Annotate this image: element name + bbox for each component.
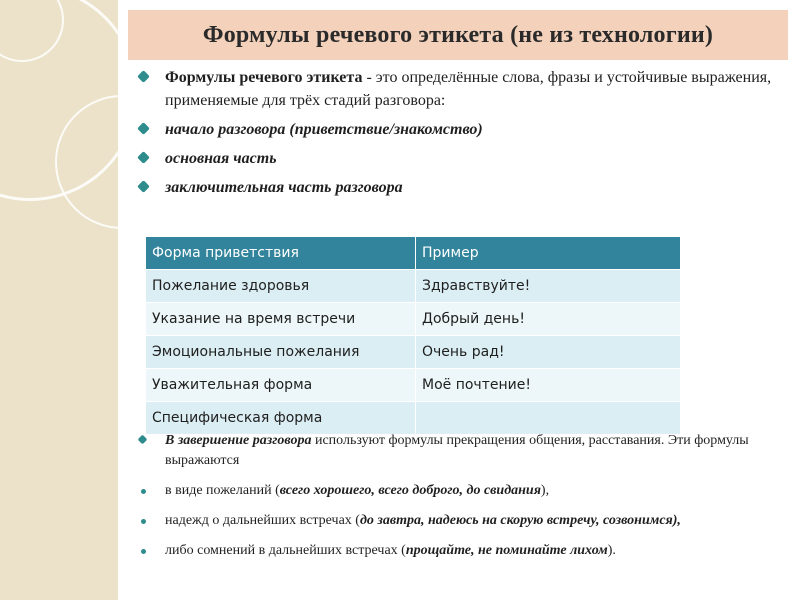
- table-row: [146, 336, 681, 369]
- item-emphasis: прощайте, не поминайте лихом: [405, 543, 608, 558]
- table-row: [146, 402, 681, 435]
- closing-lead: В завершение разговора: [165, 433, 312, 448]
- list-item: [135, 511, 785, 531]
- slide-title-bar: [128, 10, 788, 60]
- list-item: [135, 541, 785, 561]
- greetings-table: [145, 236, 681, 435]
- item-text: надежд о дальнейших встречах (: [165, 513, 360, 528]
- column-header: Пример: [416, 237, 681, 270]
- list-item: [135, 118, 785, 141]
- item-text: ),: [540, 483, 550, 498]
- item-text: либо сомнений в дальнейших встречах (: [165, 543, 406, 558]
- list-item: [135, 481, 785, 501]
- diamond-bullet-icon: [137, 180, 150, 193]
- table-row: [146, 369, 681, 402]
- table-row: [146, 270, 681, 303]
- stage-label: заключительная часть разговора: [165, 179, 403, 196]
- table-cell: Здравствуйте!: [416, 270, 681, 303]
- list-item: [135, 431, 785, 471]
- list-item: [135, 147, 785, 170]
- item-emphasis: всего хорошего, всего доброго, до свидания: [279, 483, 541, 498]
- list-item: [135, 176, 785, 199]
- closing-lead-text: используют формулы прекращения общения, расставания. Эти формулы выражаются: [165, 433, 749, 468]
- table-cell: Очень рад!: [416, 336, 681, 369]
- closing-section: [135, 431, 785, 571]
- diamond-bullet-icon: [137, 70, 150, 83]
- stage-label: основная часть: [165, 150, 277, 167]
- list-item: [135, 66, 785, 112]
- diamond-bullet-icon: [137, 122, 150, 135]
- stage-label: начало разговора (приветствие/знакомство): [165, 121, 483, 138]
- dot-bullet-icon: [141, 549, 146, 554]
- diamond-bullet-icon: [137, 151, 150, 164]
- dot-bullet-icon: [141, 489, 146, 494]
- dot-bullet-icon: [141, 519, 146, 524]
- table-row: [146, 303, 681, 336]
- definition-term: Формулы речевого этикета: [165, 69, 363, 86]
- definition-text: - это определённые слова, фразы и устойчивые выражения, применяемые для трёх стадий разговора:: [165, 69, 772, 109]
- item-emphasis: до завтра, надеюсь на скорую встречу, созвонимся),: [359, 513, 681, 528]
- table-cell: Пожелание здоровья: [146, 270, 416, 303]
- table-cell: Добрый день!: [416, 303, 681, 336]
- item-text: ).: [607, 543, 616, 558]
- table-cell: Эмоциональные пожелания: [146, 336, 416, 369]
- decorative-side-band: [0, 0, 118, 600]
- slide-title: Формулы речевого этикета (не из технологии): [202, 21, 714, 48]
- table-cell: [416, 402, 681, 435]
- table-cell: Указание на время встречи: [146, 303, 416, 336]
- column-header: Форма приветствия: [146, 237, 416, 270]
- table-cell: Уважительная форма: [146, 369, 416, 402]
- table-header-row: [146, 237, 681, 270]
- intro-bullet-list: [135, 66, 785, 205]
- table-cell: Специфическая форма: [146, 402, 416, 435]
- diamond-bullet-icon: [138, 435, 148, 445]
- item-text: в виде пожеланий (: [165, 483, 280, 498]
- table-cell: Моё почтение!: [416, 369, 681, 402]
